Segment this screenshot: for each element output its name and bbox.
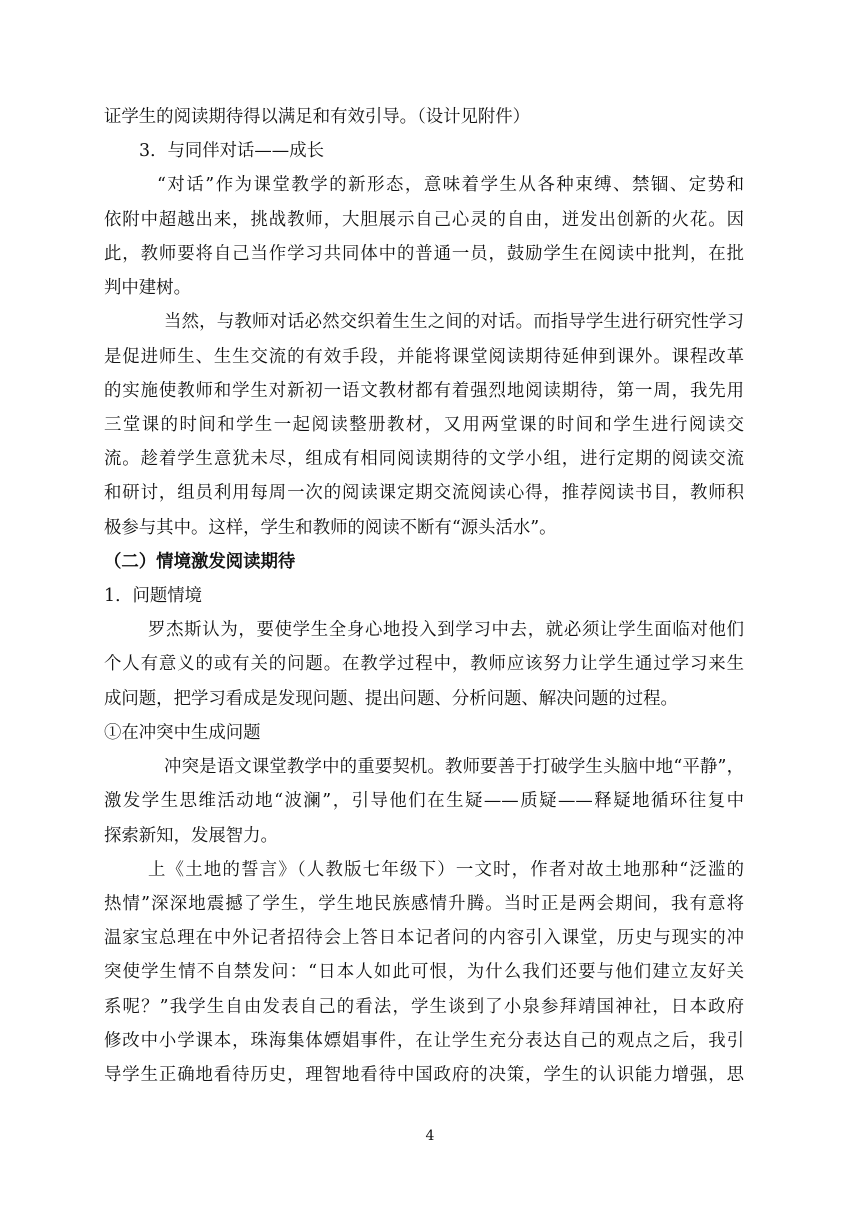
body-line: 修改中小学课本，珠海集体嫖娼事件，在让学生充分表达自己的观点之后，我引	[104, 1031, 744, 1051]
body-line: 的实施使教师和学生对新初一语文教材都有着强烈地阅读期待，第一周，我先用	[104, 381, 744, 401]
body-line: 个人有意义的或有关的问题。在教学过程中，教师应该努力让学生通过学习来生	[104, 654, 744, 674]
body-line: 和研讨，组员利用每周一次的阅读课定期交流阅读心得，推荐阅读书目，教师积	[104, 483, 744, 503]
page-number: 4	[425, 1128, 435, 1144]
body-line: 成问题，把学习看成是发现问题、提出问题、分析问题、解决问题的过程。	[104, 689, 678, 709]
body-line: 热情”深深地震撼了学生，学生地民族感情升腾。当时正是两会期间，我有意将	[104, 894, 744, 914]
body-line: 判中建树。	[104, 278, 191, 298]
body-line: 温家宝总理在中外记者招待会上答日本记者问的内容引入课堂，历史与现实的冲	[104, 928, 744, 948]
body-line: 依附中超越出来，挑战教师，大胆展示自己心灵的自由，迸发出创新的火花。因	[104, 210, 744, 230]
body-line: 三堂课的时间和学生一起阅读整册教材，又用两堂课的时间和学生进行阅读交	[104, 415, 744, 435]
body-line: “对话”作为课堂教学的新形态，意味着学生从各种束缚、禁锢、定势和	[157, 175, 744, 195]
section-heading: （二）情境激发阅读期待	[104, 552, 296, 572]
body-line: 上《土地的誓言》（人教版七年级下）一文时，作者对故土地那种“泛滥的	[148, 860, 744, 880]
body-line: 当然，与教师对话必然交织着生生之间的对话。而指导学生进行研究性学习	[164, 312, 744, 332]
body-line: 是促进师生、生生交流的有效手段，并能将课堂阅读期待延伸到课外。课程改革	[104, 347, 744, 367]
body-line: 导学生正确地看待历史，理智地看待中国政府的决策，学生的认识能力增强，思	[104, 1065, 744, 1085]
body-line: 流。趁着学生意犹未尽，组成有相同阅读期待的文学小组，进行定期的阅读交流	[104, 449, 744, 469]
body-line: 激发学生思维活动地“波澜”，引导他们在生疑——质疑——释疑地循环往复中	[104, 791, 744, 811]
body-line-continuation: 证学生的阅读期待得以满足和有效引导。（设计见附件）	[104, 107, 531, 127]
body-line: 此，教师要将自己当作学习共同体中的普通一员，鼓励学生在阅读中批判，在批	[104, 244, 744, 264]
body-line: 探索新知，发展智力。	[104, 826, 278, 846]
subheading-conflict: ①在冲突中生成问题	[104, 723, 261, 743]
subheading-problem-situation: 1．问题情境	[104, 586, 203, 606]
body-line: 罗杰斯认为，要使学生全身心地投入到学习中去，就必须让学生面临对他们	[148, 620, 744, 640]
body-line: 极参与其中。这样，学生和教师的阅读不断有“源头活水”。	[104, 518, 557, 538]
body-line: 系呢？”我学生自由发表自己的看法，学生谈到了小泉参拜靖国神社，日本政府	[104, 997, 744, 1017]
body-line: 冲突是语文课堂教学中的重要契机。教师要善于打破学生头脑中地“平静”，	[164, 757, 744, 777]
body-line: 突使学生情不自禁发问：“日本人如此可恨，为什么我们还要与他们建立友好关	[104, 962, 744, 982]
subheading-dialogue-with-peers: 3．与同伴对话——成长	[139, 141, 324, 161]
